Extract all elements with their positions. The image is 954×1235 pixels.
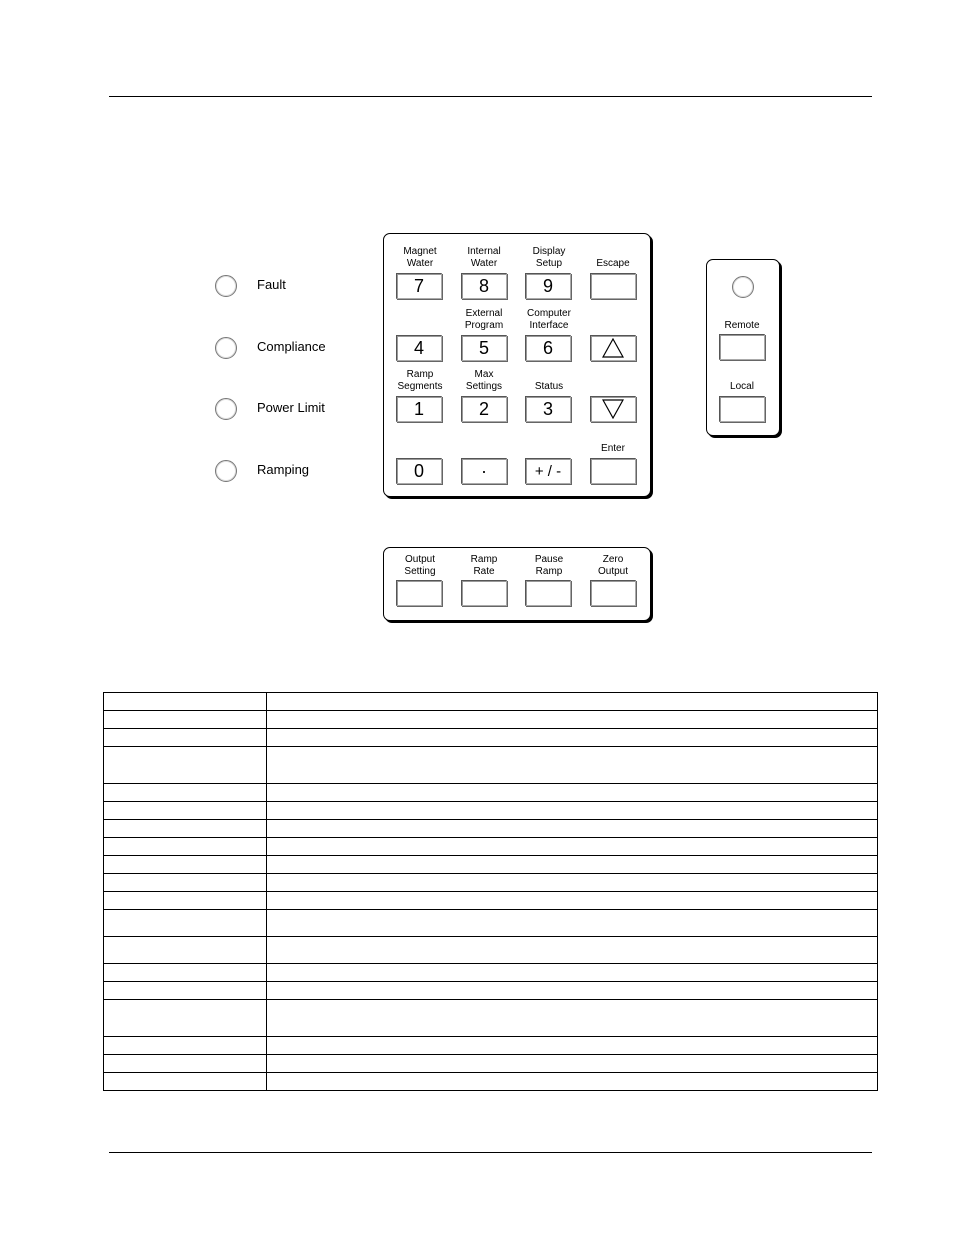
- indicator-label: Power Limit: [257, 400, 325, 415]
- table-row: [104, 1055, 878, 1073]
- remote-local-panel: [706, 259, 780, 436]
- key-label: Enter: [601, 443, 625, 454]
- table-cell: [267, 820, 878, 838]
- table-cell: [104, 1073, 267, 1091]
- table-cell: [267, 802, 878, 820]
- key-label: Ramp Segments: [397, 369, 443, 392]
- led-icon: [215, 398, 237, 420]
- key-label: Status: [534, 381, 564, 392]
- key-4-button[interactable]: 4: [396, 335, 442, 361]
- enter-button[interactable]: [590, 458, 636, 484]
- table-cell: [104, 693, 267, 711]
- table-row: [104, 1037, 878, 1055]
- table-cell: [267, 982, 878, 1000]
- table-cell: [267, 1055, 878, 1073]
- key-7-button[interactable]: 7: [396, 273, 442, 299]
- indicator-label: Fault: [257, 277, 286, 292]
- table-cell: [267, 784, 878, 802]
- pause-ramp-button[interactable]: [525, 580, 571, 606]
- remote-button[interactable]: [719, 334, 765, 360]
- key-0-button[interactable]: 0: [396, 458, 442, 484]
- table-cell: [267, 1073, 878, 1091]
- table-cell: [104, 784, 267, 802]
- table-cell: [104, 1055, 267, 1073]
- table-cell: [267, 838, 878, 856]
- up-arrow-button[interactable]: [590, 335, 636, 361]
- ramp-rate-button[interactable]: [461, 580, 507, 606]
- table-cell: [104, 982, 267, 1000]
- table-cell: [267, 937, 878, 964]
- table-row: [104, 693, 878, 711]
- key-label: Magnet Water: [403, 246, 437, 269]
- table-cell: [267, 729, 878, 747]
- table-row: [104, 937, 878, 964]
- table-row: [104, 820, 878, 838]
- led-icon: [215, 337, 237, 359]
- table-cell: [104, 1000, 267, 1037]
- key-2-button[interactable]: 2: [461, 396, 507, 422]
- down-triangle-icon: [602, 399, 624, 419]
- remote-label: Remote: [724, 320, 760, 331]
- footer-rule: [109, 1152, 872, 1153]
- key-label: Ramp Rate: [470, 554, 498, 577]
- table-cell: [104, 820, 267, 838]
- key-label: Display Setup: [532, 246, 566, 269]
- description-table: [103, 692, 878, 1091]
- table-row: [104, 892, 878, 910]
- key-label: Pause Ramp: [534, 554, 564, 577]
- table-cell: [104, 910, 267, 937]
- key-label: External Program: [464, 308, 504, 331]
- table-cell: [104, 856, 267, 874]
- table-row: [104, 802, 878, 820]
- down-arrow-button[interactable]: [590, 396, 636, 422]
- key-1-button[interactable]: 1: [396, 396, 442, 422]
- table-row: [104, 1073, 878, 1091]
- key-label: Internal Water: [467, 246, 501, 269]
- key-label: Max Settings: [465, 369, 503, 392]
- escape-button[interactable]: [590, 273, 636, 299]
- table-row: [104, 1000, 878, 1037]
- led-icon: [215, 460, 237, 482]
- table-cell: [104, 802, 267, 820]
- key-label: Escape: [596, 258, 630, 269]
- up-triangle-icon: [602, 338, 624, 358]
- indicator-label: Compliance: [257, 339, 326, 354]
- table-cell: [267, 1000, 878, 1037]
- table-row: [104, 784, 878, 802]
- table-cell: [267, 892, 878, 910]
- table-row: [104, 856, 878, 874]
- led-icon: [215, 275, 237, 297]
- remote-led-icon: [732, 276, 754, 298]
- table-cell: [267, 693, 878, 711]
- zero-output-button[interactable]: [590, 580, 636, 606]
- plus-minus-button[interactable]: + / -: [525, 458, 571, 484]
- table-cell: [267, 1037, 878, 1055]
- table-cell: [104, 1037, 267, 1055]
- table-cell: [267, 747, 878, 784]
- table-cell: [267, 874, 878, 892]
- table-cell: [104, 838, 267, 856]
- output-panel: [383, 547, 651, 621]
- local-label: Local: [730, 381, 754, 392]
- key-label: Computer Interface: [527, 308, 571, 331]
- table-cell: [104, 729, 267, 747]
- table-cell: [267, 711, 878, 729]
- table-row: [104, 982, 878, 1000]
- indicator-label: Ramping: [257, 462, 310, 477]
- table-cell: [267, 856, 878, 874]
- table-row: [104, 910, 878, 937]
- table-cell: [267, 964, 878, 982]
- table-row: [104, 964, 878, 982]
- key-9-button[interactable]: 9: [525, 273, 571, 299]
- key-6-button[interactable]: 6: [525, 335, 571, 361]
- table-row: [104, 747, 878, 784]
- key-5-button[interactable]: 5: [461, 335, 507, 361]
- key-label: Zero Output: [597, 554, 629, 577]
- header-rule: [109, 96, 872, 97]
- table-cell: [104, 747, 267, 784]
- table-row: [104, 838, 878, 856]
- description-table-body: [104, 693, 878, 1091]
- table-cell: [267, 910, 878, 937]
- table-cell: [104, 892, 267, 910]
- local-button[interactable]: [719, 396, 765, 422]
- table-row: [104, 729, 878, 747]
- output-setting-button[interactable]: [396, 580, 442, 606]
- key-3-button[interactable]: 3: [525, 396, 571, 422]
- table-cell: [104, 964, 267, 982]
- keypad-panel: [383, 233, 651, 497]
- key-8-button[interactable]: 8: [461, 273, 507, 299]
- table-row: [104, 874, 878, 892]
- table-cell: [104, 874, 267, 892]
- table-cell: [104, 711, 267, 729]
- decimal-point-button[interactable]: ·: [461, 458, 507, 484]
- table-row: [104, 711, 878, 729]
- table-cell: [104, 937, 267, 964]
- key-label: Output Setting: [404, 554, 436, 577]
